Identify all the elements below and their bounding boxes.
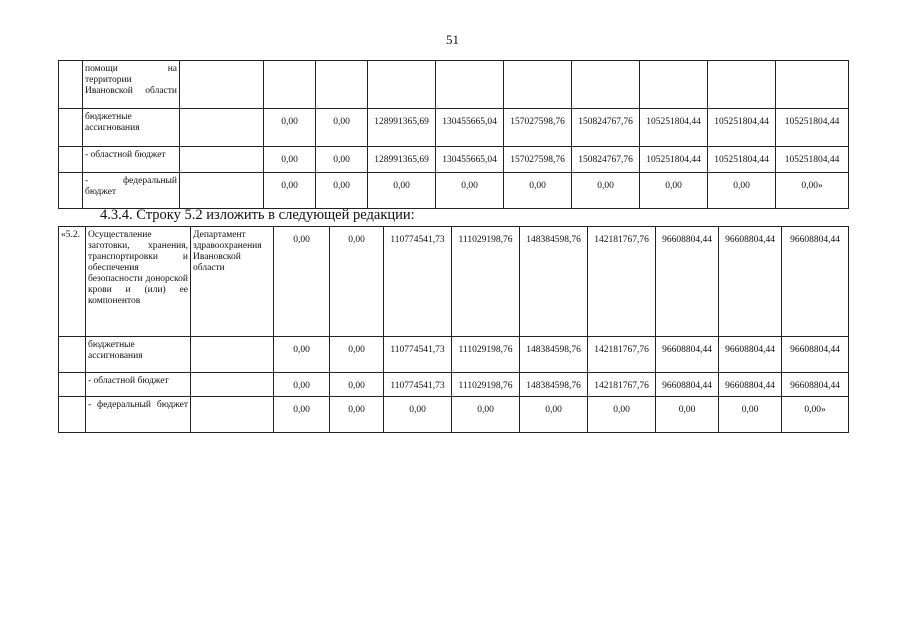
value-cell: 105251804,44 [708,147,776,173]
value-cell: 0,00 [384,397,452,433]
value-cell: 150824767,76 [572,147,640,173]
value-cell [776,61,849,109]
value-cell: 142181767,76 [588,227,656,337]
value-cell [640,61,708,109]
value-cell: 0,00 [436,173,504,209]
amendment-heading: 4.3.4. Строку 5.2 изложить в следующей редакции: [100,207,415,223]
value-cell: 0,00 [588,397,656,433]
value-cell: 111029198,76 [452,373,520,397]
value-cell: 96608804,44 [719,373,782,397]
value-cell: 96608804,44 [782,227,849,337]
value-cell: 157027598,76 [504,109,572,147]
value-cell: 130455665,04 [436,147,504,173]
value-cell: 0,00 [330,337,384,373]
table-row [59,109,849,147]
value-cell: 0,00 [264,147,316,173]
value-cell [436,61,504,109]
value-cell: 0,00 [330,227,384,337]
row-index-empty [59,397,86,433]
row-department [180,147,264,173]
table-row [59,61,849,109]
value-cell: 0,00 [274,373,330,397]
table-row [59,147,849,173]
value-cell: 128991365,69 [368,147,436,173]
row-department: Департамент здравоохранения Ивановской области [191,227,274,337]
table-row [59,373,849,397]
value-cell: 0,00 [274,227,330,337]
value-cell: 105251804,44 [640,147,708,173]
budget-table-continued [58,60,849,209]
value-cell: 142181767,76 [588,373,656,397]
value-cell: 148384598,76 [520,337,588,373]
value-cell: 148384598,76 [520,373,588,397]
value-cell: 0,00» [782,397,849,433]
value-cell: 0,00» [776,173,849,209]
value-cell: 105251804,44 [708,109,776,147]
value-cell: 0,00 [316,147,368,173]
value-cell [368,61,436,109]
budget-table-row-5-2 [58,226,849,433]
row-label: помощи на территории Ивановской области [83,61,180,109]
value-cell: 130455665,04 [436,109,504,147]
row-department [191,397,274,433]
value-cell: 96608804,44 [782,337,849,373]
row-department [180,173,264,209]
value-cell [504,61,572,109]
value-cell: 0,00 [316,173,368,209]
row-index-empty [59,61,83,109]
table-row [59,337,849,373]
value-cell: 0,00 [264,109,316,147]
value-cell: 0,00 [368,173,436,209]
row-index-empty [59,337,86,373]
row-label: бюджетные ассигнования [86,337,191,373]
value-cell: 0,00 [274,337,330,373]
value-cell: 96608804,44 [719,227,782,337]
row-index-empty [59,109,83,147]
value-cell: 105251804,44 [640,109,708,147]
row-label: Осуществление заготовки, хранения, транспортировки и обеспечения безопасности донорской крови и (или) ее компонентов [86,227,191,337]
table-row [59,397,849,433]
value-cell: 96608804,44 [656,337,719,373]
value-cell: 128991365,69 [368,109,436,147]
value-cell: 105251804,44 [776,147,849,173]
value-cell: 96608804,44 [719,337,782,373]
value-cell: 148384598,76 [520,227,588,337]
row-index-empty [59,147,83,173]
value-cell: 0,00 [330,373,384,397]
value-cell: 0,00 [656,397,719,433]
value-cell: 150824767,76 [572,109,640,147]
row-label: - федеральный бюджет [86,397,191,433]
value-cell: 0,00 [520,397,588,433]
row-department [191,337,274,373]
value-cell: 142181767,76 [588,337,656,373]
row-label: бюджетные ассигнования [83,109,180,147]
value-cell: 0,00 [264,173,316,209]
value-cell: 0,00 [572,173,640,209]
value-cell: 96608804,44 [782,373,849,397]
row-index-empty [59,373,86,397]
value-cell: 0,00 [504,173,572,209]
value-cell: 157027598,76 [504,147,572,173]
value-cell: 0,00 [316,109,368,147]
value-cell: 110774541,73 [384,227,452,337]
table-row [59,227,849,337]
row-index-empty [59,173,83,209]
row-label: - областной бюджет [86,373,191,397]
page-number: 51 [446,32,459,47]
value-cell: 0,00 [452,397,520,433]
value-cell [264,61,316,109]
value-cell: 111029198,76 [452,227,520,337]
row-index: «5.2. [59,227,86,337]
value-cell: 110774541,73 [384,337,452,373]
row-department [180,61,264,109]
value-cell [316,61,368,109]
value-cell: 105251804,44 [776,109,849,147]
row-label: - областной бюджет [83,147,180,173]
value-cell: 0,00 [640,173,708,209]
row-department [180,109,264,147]
value-cell [572,61,640,109]
value-cell: 111029198,76 [452,337,520,373]
value-cell: 0,00 [330,397,384,433]
value-cell: 96608804,44 [656,373,719,397]
table-row [59,173,849,209]
value-cell: 96608804,44 [656,227,719,337]
value-cell: 0,00 [274,397,330,433]
value-cell: 0,00 [719,397,782,433]
value-cell: 0,00 [708,173,776,209]
value-cell [708,61,776,109]
row-department [191,373,274,397]
row-label: - федеральный бюджет [83,173,180,209]
value-cell: 110774541,73 [384,373,452,397]
